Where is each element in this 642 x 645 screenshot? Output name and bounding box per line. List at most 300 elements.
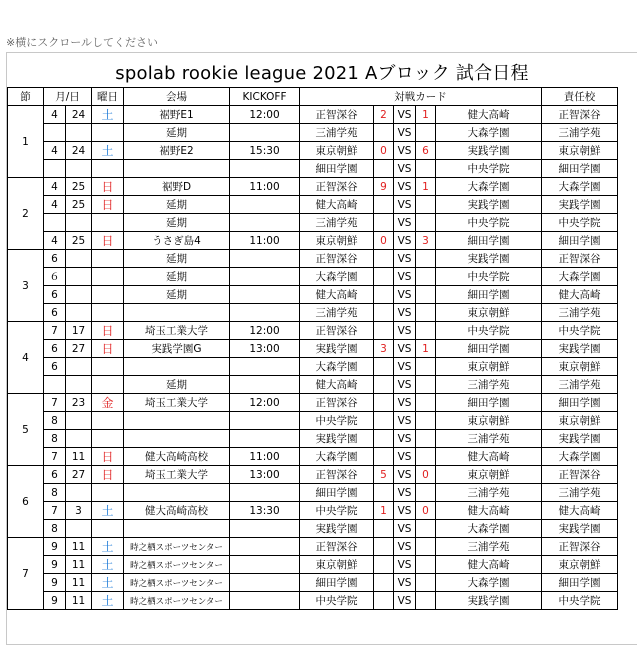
home-score [374, 394, 394, 412]
schedule-sheet[interactable] [6, 52, 637, 645]
day-cell [66, 430, 92, 448]
day-cell [66, 286, 92, 304]
away-team: 細田学園 [436, 286, 542, 304]
responsible-school: 正智深谷 [542, 466, 618, 484]
round-number: 6 [8, 466, 44, 538]
home-team: 中央学院 [300, 412, 374, 430]
away-team: 実践学園 [436, 196, 542, 214]
home-score: 5 [374, 466, 394, 484]
header-venue: 会場 [124, 88, 230, 106]
kickoff-cell: 12:00 [230, 322, 300, 340]
kickoff-cell [230, 124, 300, 142]
home-team: 大森学園 [300, 268, 374, 286]
responsible-school: 実践学園 [542, 430, 618, 448]
away-team: 細田学園 [436, 232, 542, 250]
responsible-school: 正智深谷 [542, 250, 618, 268]
kickoff-cell: 11:00 [230, 178, 300, 196]
round-number: 5 [8, 394, 44, 466]
home-team: 健大高崎 [300, 376, 374, 394]
away-team: 大森学園 [436, 574, 542, 592]
away-score [416, 556, 436, 574]
away-team: 細田学園 [436, 340, 542, 358]
away-team: 実践学園 [436, 142, 542, 160]
responsible-school: 東京朝鮮 [542, 358, 618, 376]
vs-label: VS [394, 286, 416, 304]
kickoff-cell: 11:00 [230, 448, 300, 466]
venue-cell: 埼玉工業大学 [124, 394, 230, 412]
away-team: 中央学院 [436, 214, 542, 232]
vs-label: VS [394, 214, 416, 232]
month-cell: 7 [44, 448, 66, 466]
responsible-school: 中央学院 [542, 322, 618, 340]
round-number: 4 [8, 322, 44, 394]
month-cell: 4 [44, 196, 66, 214]
header-setsu: 節 [8, 88, 44, 106]
kickoff-cell [230, 520, 300, 538]
responsible-school: 実践学園 [542, 340, 618, 358]
match-row [8, 502, 618, 520]
home-team: 大森学園 [300, 448, 374, 466]
responsible-school: 三浦学苑 [542, 304, 618, 322]
away-score: 6 [416, 142, 436, 160]
match-row [8, 160, 618, 178]
away-score [416, 376, 436, 394]
away-team: 三浦学苑 [436, 430, 542, 448]
home-score [374, 214, 394, 232]
away-team: 東京朝鮮 [436, 466, 542, 484]
responsible-school: 三浦学苑 [542, 124, 618, 142]
match-row [8, 430, 618, 448]
day-cell: 11 [66, 448, 92, 466]
weekday-cell: 日 [92, 340, 124, 358]
home-score [374, 196, 394, 214]
day-cell [66, 160, 92, 178]
round-number: 3 [8, 250, 44, 322]
header-responsible: 責任校 [542, 88, 618, 106]
venue-cell: 延期 [124, 124, 230, 142]
day-cell [66, 214, 92, 232]
away-team: 東京朝鮮 [436, 412, 542, 430]
away-team: 健大高崎 [436, 556, 542, 574]
weekday-cell: 土 [92, 538, 124, 556]
home-score [374, 412, 394, 430]
month-cell [44, 160, 66, 178]
kickoff-cell [230, 358, 300, 376]
home-team: 正智深谷 [300, 106, 374, 124]
month-cell: 6 [44, 304, 66, 322]
match-row [8, 592, 618, 610]
weekday-cell [92, 304, 124, 322]
match-row [8, 448, 618, 466]
kickoff-cell: 13:00 [230, 466, 300, 484]
kickoff-cell [230, 196, 300, 214]
header-row [8, 88, 618, 106]
vs-label: VS [394, 340, 416, 358]
responsible-school: 大森学園 [542, 268, 618, 286]
day-cell: 23 [66, 394, 92, 412]
vs-label: VS [394, 394, 416, 412]
responsible-school: 東京朝鮮 [542, 142, 618, 160]
home-team: 正智深谷 [300, 322, 374, 340]
match-row [8, 394, 618, 412]
home-team: 正智深谷 [300, 250, 374, 268]
away-score [416, 322, 436, 340]
month-cell: 6 [44, 250, 66, 268]
responsible-school: 中央学院 [542, 214, 618, 232]
match-row [8, 376, 618, 394]
home-score [374, 430, 394, 448]
match-row [8, 232, 618, 250]
vs-label: VS [394, 322, 416, 340]
venue-cell: 延期 [124, 250, 230, 268]
home-team: 東京朝鮮 [300, 556, 374, 574]
header-card: 対戦カード [300, 88, 542, 106]
home-team: 細田学園 [300, 160, 374, 178]
responsible-school: 東京朝鮮 [542, 412, 618, 430]
weekday-cell [92, 250, 124, 268]
day-cell: 25 [66, 196, 92, 214]
home-score: 1 [374, 502, 394, 520]
weekday-cell [92, 358, 124, 376]
day-cell: 24 [66, 142, 92, 160]
kickoff-cell [230, 286, 300, 304]
day-cell [66, 124, 92, 142]
home-score [374, 520, 394, 538]
match-row [8, 304, 618, 322]
vs-label: VS [394, 160, 416, 178]
venue-cell [124, 358, 230, 376]
responsible-school: 健大高崎 [542, 286, 618, 304]
vs-label: VS [394, 304, 416, 322]
away-score [416, 160, 436, 178]
weekday-cell [92, 484, 124, 502]
home-score [374, 322, 394, 340]
vs-label: VS [394, 142, 416, 160]
vs-label: VS [394, 376, 416, 394]
venue-cell: 時之栖スポーツセンター [124, 574, 230, 592]
venue-cell: 時之栖スポーツセンター [124, 538, 230, 556]
month-cell: 6 [44, 358, 66, 376]
home-team: 中央学院 [300, 592, 374, 610]
away-team: 大森学園 [436, 520, 542, 538]
responsible-school: 実践学園 [542, 520, 618, 538]
month-cell: 8 [44, 520, 66, 538]
kickoff-cell: 15:30 [230, 142, 300, 160]
responsible-school: 正智深谷 [542, 106, 618, 124]
weekday-cell: 土 [92, 574, 124, 592]
header-weekday: 曜日 [92, 88, 124, 106]
home-team: 細田学園 [300, 574, 374, 592]
month-cell: 4 [44, 178, 66, 196]
kickoff-cell [230, 538, 300, 556]
month-cell: 7 [44, 502, 66, 520]
day-cell: 11 [66, 592, 92, 610]
venue-cell [124, 484, 230, 502]
home-score: 3 [374, 340, 394, 358]
day-cell: 11 [66, 538, 92, 556]
venue-cell [124, 304, 230, 322]
home-team: 正智深谷 [300, 178, 374, 196]
away-score [416, 484, 436, 502]
match-row [8, 268, 618, 286]
day-cell: 3 [66, 502, 92, 520]
kickoff-cell [230, 592, 300, 610]
home-score: 9 [374, 178, 394, 196]
day-cell [66, 358, 92, 376]
away-score [416, 214, 436, 232]
away-score [416, 448, 436, 466]
venue-cell [124, 412, 230, 430]
vs-label: VS [394, 556, 416, 574]
away-score [416, 358, 436, 376]
kickoff-cell: 12:00 [230, 106, 300, 124]
weekday-cell: 土 [92, 592, 124, 610]
match-row [8, 574, 618, 592]
away-score [416, 268, 436, 286]
scroll-notice: ※横にスクロールしてください [6, 36, 158, 49]
weekday-cell: 日 [92, 322, 124, 340]
match-row [8, 106, 618, 124]
month-cell: 9 [44, 574, 66, 592]
home-score [374, 160, 394, 178]
month-cell: 7 [44, 394, 66, 412]
away-score: 0 [416, 502, 436, 520]
schedule-title: spolab rookie league 2021 Aブロック 試合日程 [115, 63, 529, 84]
month-cell: 9 [44, 538, 66, 556]
match-row [8, 250, 618, 268]
responsible-school: 大森学園 [542, 448, 618, 466]
away-team: 大森学園 [436, 178, 542, 196]
month-cell: 6 [44, 286, 66, 304]
month-cell: 8 [44, 412, 66, 430]
match-row [8, 520, 618, 538]
home-score: 0 [374, 232, 394, 250]
responsible-school: 細田学園 [542, 160, 618, 178]
month-cell [44, 124, 66, 142]
home-team: 正智深谷 [300, 538, 374, 556]
kickoff-cell [230, 160, 300, 178]
month-cell: 6 [44, 340, 66, 358]
home-score [374, 484, 394, 502]
away-score [416, 250, 436, 268]
day-cell [66, 250, 92, 268]
venue-cell: 裾野D [124, 178, 230, 196]
vs-label: VS [394, 124, 416, 142]
vs-label: VS [394, 178, 416, 196]
kickoff-cell: 12:00 [230, 394, 300, 412]
away-score [416, 286, 436, 304]
home-team: 三浦学苑 [300, 124, 374, 142]
vs-label: VS [394, 466, 416, 484]
weekday-cell [92, 430, 124, 448]
away-team: 三浦学苑 [436, 376, 542, 394]
kickoff-cell [230, 268, 300, 286]
weekday-cell: 土 [92, 142, 124, 160]
home-team: 実践学園 [300, 430, 374, 448]
venue-cell: 裾野E1 [124, 106, 230, 124]
match-row [8, 340, 618, 358]
home-team: 中央学院 [300, 502, 374, 520]
round-number: 2 [8, 178, 44, 250]
venue-cell [124, 160, 230, 178]
match-row [8, 178, 618, 196]
kickoff-cell [230, 214, 300, 232]
vs-label: VS [394, 448, 416, 466]
kickoff-cell: 11:00 [230, 232, 300, 250]
away-team: 東京朝鮮 [436, 304, 542, 322]
away-team: 三浦学苑 [436, 538, 542, 556]
home-team: 三浦学苑 [300, 304, 374, 322]
vs-label: VS [394, 574, 416, 592]
day-cell [66, 304, 92, 322]
month-cell: ６ [44, 268, 66, 286]
vs-label: VS [394, 250, 416, 268]
away-team: 東京朝鮮 [436, 358, 542, 376]
header-date: 月/日 [44, 88, 92, 106]
weekday-cell [92, 268, 124, 286]
home-score [374, 592, 394, 610]
kickoff-cell [230, 376, 300, 394]
vs-label: VS [394, 430, 416, 448]
away-team: 三浦学苑 [436, 484, 542, 502]
vs-label: VS [394, 106, 416, 124]
venue-cell: 埼玉工業大学 [124, 322, 230, 340]
vs-label: VS [394, 592, 416, 610]
responsible-school: 細田学園 [542, 574, 618, 592]
weekday-cell: 日 [92, 448, 124, 466]
venue-cell: 延期 [124, 286, 230, 304]
away-score: 3 [416, 232, 436, 250]
weekday-cell: 土 [92, 502, 124, 520]
home-score [374, 268, 394, 286]
home-score [374, 574, 394, 592]
venue-cell: 延期 [124, 376, 230, 394]
kickoff-cell: 13:00 [230, 340, 300, 358]
weekday-cell: 土 [92, 106, 124, 124]
vs-label: VS [394, 484, 416, 502]
month-cell: 9 [44, 556, 66, 574]
responsible-school: 三浦学苑 [542, 484, 618, 502]
home-score [374, 448, 394, 466]
round-number: 1 [8, 106, 44, 178]
day-cell [66, 520, 92, 538]
match-row [8, 358, 618, 376]
day-cell: 25 [66, 178, 92, 196]
venue-cell: うさぎ島4 [124, 232, 230, 250]
venue-cell: 延期 [124, 196, 230, 214]
month-cell: 6 [44, 466, 66, 484]
home-team: 細田学園 [300, 484, 374, 502]
venue-cell: 裾野E2 [124, 142, 230, 160]
kickoff-cell [230, 556, 300, 574]
vs-label: VS [394, 502, 416, 520]
away-score: 1 [416, 106, 436, 124]
responsible-school: 正智深谷 [542, 538, 618, 556]
month-cell: 4 [44, 142, 66, 160]
weekday-cell: 土 [92, 556, 124, 574]
day-cell: 11 [66, 574, 92, 592]
home-team: 大森学園 [300, 358, 374, 376]
away-score [416, 520, 436, 538]
month-cell: 4 [44, 106, 66, 124]
home-score [374, 124, 394, 142]
away-score [416, 304, 436, 322]
match-row [8, 286, 618, 304]
responsible-school: 東京朝鮮 [542, 556, 618, 574]
venue-cell: 健大高崎高校 [124, 502, 230, 520]
venue-cell [124, 430, 230, 448]
away-score [416, 124, 436, 142]
kickoff-cell: 13:30 [230, 502, 300, 520]
home-team: 健大高崎 [300, 286, 374, 304]
day-cell [66, 376, 92, 394]
kickoff-cell [230, 412, 300, 430]
day-cell [66, 484, 92, 502]
away-team: 実践学園 [436, 592, 542, 610]
home-team: 実践学園 [300, 520, 374, 538]
match-row [8, 322, 618, 340]
month-cell: 7 [44, 322, 66, 340]
away-score [416, 592, 436, 610]
away-score [416, 196, 436, 214]
weekday-cell: 日 [92, 196, 124, 214]
kickoff-cell [230, 574, 300, 592]
weekday-cell [92, 124, 124, 142]
vs-label: VS [394, 232, 416, 250]
match-row [8, 484, 618, 502]
responsible-school: 健大高崎 [542, 502, 618, 520]
weekday-cell [92, 412, 124, 430]
away-score [416, 412, 436, 430]
match-row [8, 196, 618, 214]
venue-cell: 健大高崎高校 [124, 448, 230, 466]
away-score [416, 430, 436, 448]
vs-label: VS [394, 268, 416, 286]
home-team: 三浦学苑 [300, 214, 374, 232]
away-score: 1 [416, 340, 436, 358]
day-cell: 27 [66, 466, 92, 484]
home-score [374, 556, 394, 574]
venue-cell: 実践学園G [124, 340, 230, 358]
away-score: 0 [416, 466, 436, 484]
responsible-school: 中央学院 [542, 592, 618, 610]
venue-cell: 時之栖スポーツセンター [124, 592, 230, 610]
away-score: 1 [416, 178, 436, 196]
vs-label: VS [394, 520, 416, 538]
away-score [416, 574, 436, 592]
day-cell: 11 [66, 556, 92, 574]
match-row [8, 214, 618, 232]
weekday-cell: 日 [92, 178, 124, 196]
responsible-school: 細田学園 [542, 232, 618, 250]
responsible-school: 実践学園 [542, 196, 618, 214]
venue-cell: 延期 [124, 214, 230, 232]
vs-label: VS [394, 196, 416, 214]
month-cell: 9 [44, 592, 66, 610]
away-team: 大森学園 [436, 124, 542, 142]
day-cell: 25 [66, 232, 92, 250]
home-score [374, 538, 394, 556]
match-row [8, 556, 618, 574]
home-team: 健大高崎 [300, 196, 374, 214]
away-score [416, 538, 436, 556]
day-cell: 17 [66, 322, 92, 340]
away-team: 健大高崎 [436, 448, 542, 466]
venue-cell [124, 520, 230, 538]
day-cell: 24 [66, 106, 92, 124]
header-kickoff: KICKOFF [230, 88, 300, 106]
away-team: 細田学園 [436, 394, 542, 412]
